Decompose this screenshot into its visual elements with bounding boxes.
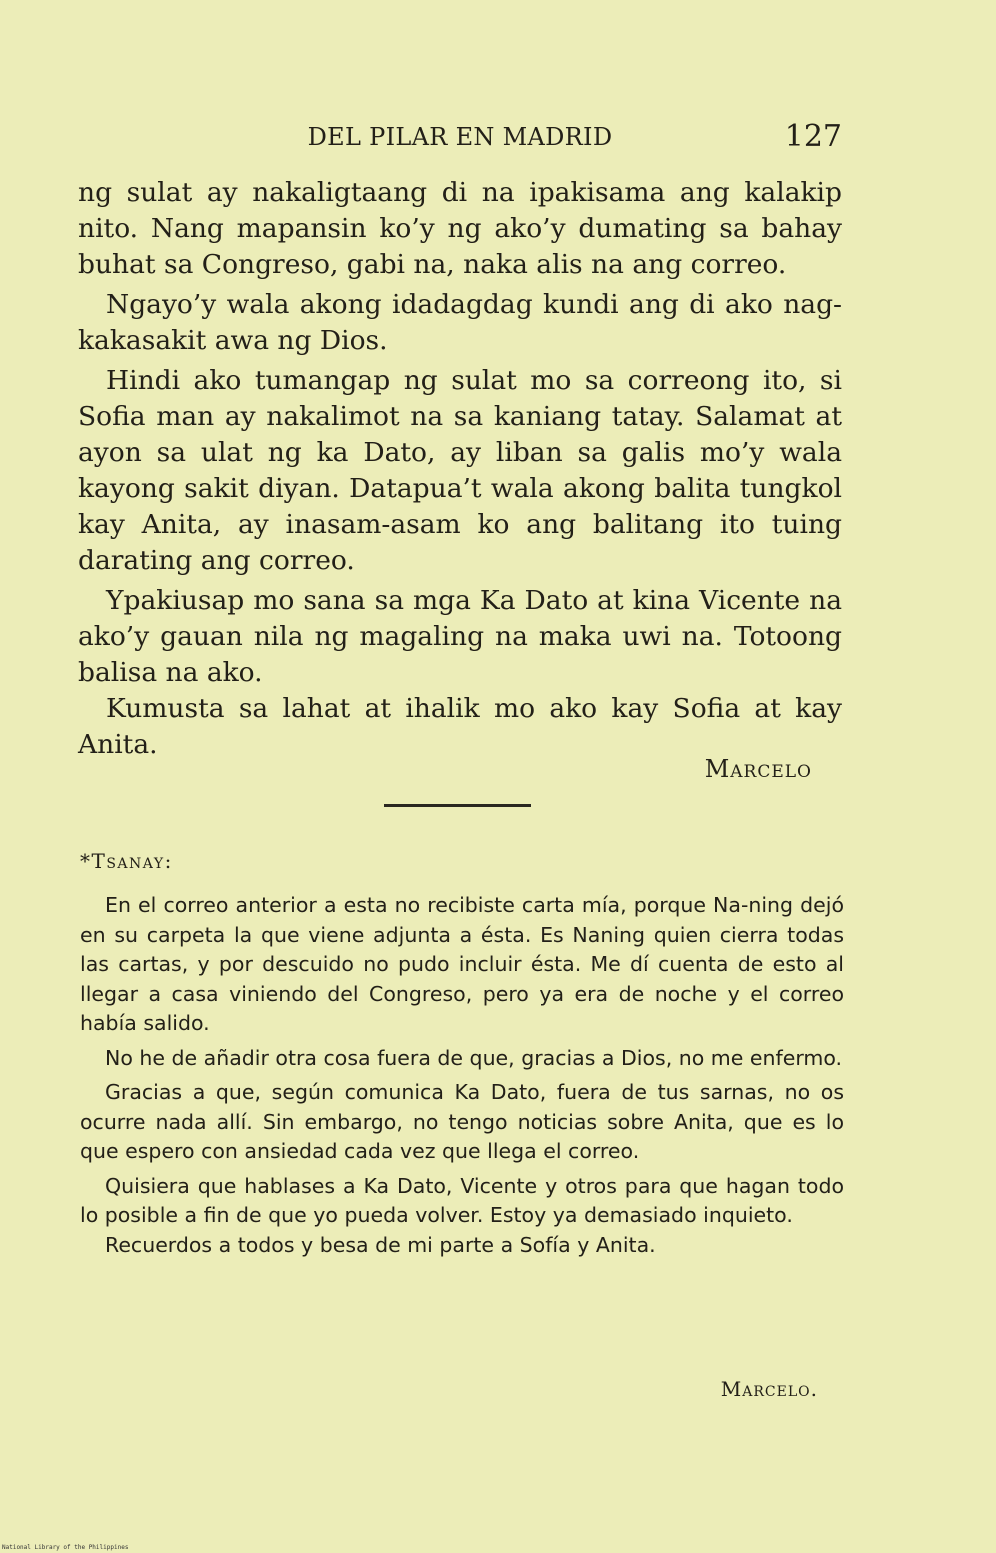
tagalog-paragraph: Hindi ako tumangap ng sulat mo sa correong ito, si Sofia man ay nakalimot na sa kaniang tatay. Salamat at ayon sa ulat ng ka Dato, ay liban sa galis mo’y wala kayong sakit diyan. Datapua’t wala akong balita tungkol kay Anita, ay inasam-asam ko ang balitang ito tuing darating ang correo. xyxy=(78,365,842,576)
footnote-heading: *Tsanay: xyxy=(80,849,173,873)
library-credit: National Library of the Philippines xyxy=(2,1544,129,1551)
tagalog-letter-body xyxy=(78,175,842,767)
spanish-translation-body xyxy=(80,891,844,1265)
running-head xyxy=(78,119,842,159)
page-number: 127 xyxy=(784,119,842,154)
tagalog-paragraph: Ngayo’y wala akong idadagdag kundi ang di ako nag-kakasakit awa ng Dios. xyxy=(78,289,842,356)
spanish-signature: Marcelo. xyxy=(720,1377,818,1401)
running-title: DEL PILAR EN MADRID xyxy=(307,123,613,151)
tagalog-paragraph: ng sulat ay nakaligtaang di na ipakisama ang kalakip nito. Nang mapansin ko’y ng ako’y dumating sa bahay buhat sa Congreso, gabi na, naka alis na ang correo. xyxy=(78,177,842,280)
spanish-paragraph: Gracias a que, según comunica Ka Dato, fuera de tus sarnas, no os ocurre nada allí. Sin embargo, no tengo noticias sobre Anita, que es lo que espero con ansiedad cada vez que llega el correo. xyxy=(80,1080,844,1163)
tagalog-paragraph: Kumusta sa lahat at ihalik mo ako kay Sofia at kay Anita. xyxy=(78,693,842,760)
spanish-paragraph: En el correo anterior a esta no recibiste carta mía, porque Na-ning dejó en su carpeta la que viene adjunta a ésta. Es Naning quien cierra todas las cartas, y por descuido no pudo incluir ésta. Me dí cuenta de esto al llegar a casa viniendo del Congreso, pero ya era de noche y el correo había salido. xyxy=(80,893,844,1035)
tagalog-signature: Marcelo xyxy=(704,755,812,783)
spanish-paragraph: Quisiera que hablases a Ka Dato, Vicente y otros para que hagan todo lo posible a fin de que yo pueda volver. Estoy ya demasiado inquieto. xyxy=(80,1173,844,1227)
section-divider xyxy=(384,804,531,807)
spanish-paragraph: No he de añadir otra cosa fuera de que, gracias a Dios, no me enfermo. xyxy=(105,1045,843,1070)
tagalog-paragraph: Ypakiusap mo sana sa mga Ka Dato at kina Vicente na ako’y gauan nila ng magaling na maka uwi na. Totoong balisa na ako. xyxy=(78,585,842,688)
spanish-paragraph: Recuerdos a todos y besa de mi parte a Sofía y Anita. xyxy=(105,1232,656,1257)
